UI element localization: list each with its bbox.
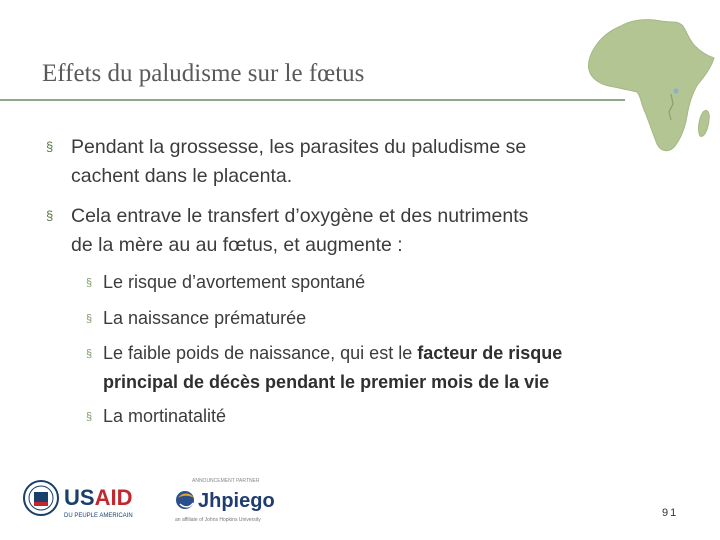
bullet-marker: § <box>46 208 54 223</box>
bullet-text-line: Cela entrave le transfert d’oxygène et des nutriments <box>71 205 529 227</box>
jhpiego-logo <box>175 478 275 523</box>
partner-logos <box>20 476 300 526</box>
bullet-text-line: cachent dans le placenta. <box>71 165 293 187</box>
bullet-marker: § <box>46 139 54 154</box>
page-number: 91 <box>662 507 679 519</box>
subbullet-marker: § <box>86 313 93 325</box>
usaid-wordmark: USAID <box>64 485 133 510</box>
subbullet-text-line <box>103 368 549 396</box>
subbullet-text: La naissance prématurée <box>103 308 307 328</box>
jhpiego-tagline: an affiliate of Johns Hopkins University <box>175 517 261 523</box>
subbullet-marker: § <box>86 348 93 360</box>
subbullet-marker: § <box>86 411 93 423</box>
subbullet-text-bold: principal de décès pendant le premier mois de la vie <box>103 372 550 392</box>
jhpiego-above-text: ANNOUNCEMENT PARTNER <box>192 478 260 484</box>
title-divider <box>0 99 625 101</box>
subbullet-text-bold: facteur de risque <box>417 343 563 363</box>
jhpiego-wordmark: Jhpiego <box>198 490 275 512</box>
africa-map-icon <box>583 12 720 162</box>
slide-title: Effets du paludisme sur le fœtus <box>42 60 365 87</box>
subbullet-text-plain: Le faible poids de naissance, qui est le <box>103 343 418 363</box>
bullet-text-line: de la mère au au fœtus, et augmente : <box>71 234 403 256</box>
subbullet-marker: § <box>86 277 93 289</box>
bullet-text-line: Pendant la grossesse, les parasites du paludisme se <box>71 136 527 158</box>
subbullet-text-line <box>103 339 562 367</box>
usaid-logo <box>24 481 133 519</box>
subbullet-text: La mortinatalité <box>103 406 227 426</box>
subbullet-text: Le risque d’avortement spontané <box>103 272 366 292</box>
usaid-tagline: DU PEUPLE AMERICAIN <box>64 513 133 519</box>
